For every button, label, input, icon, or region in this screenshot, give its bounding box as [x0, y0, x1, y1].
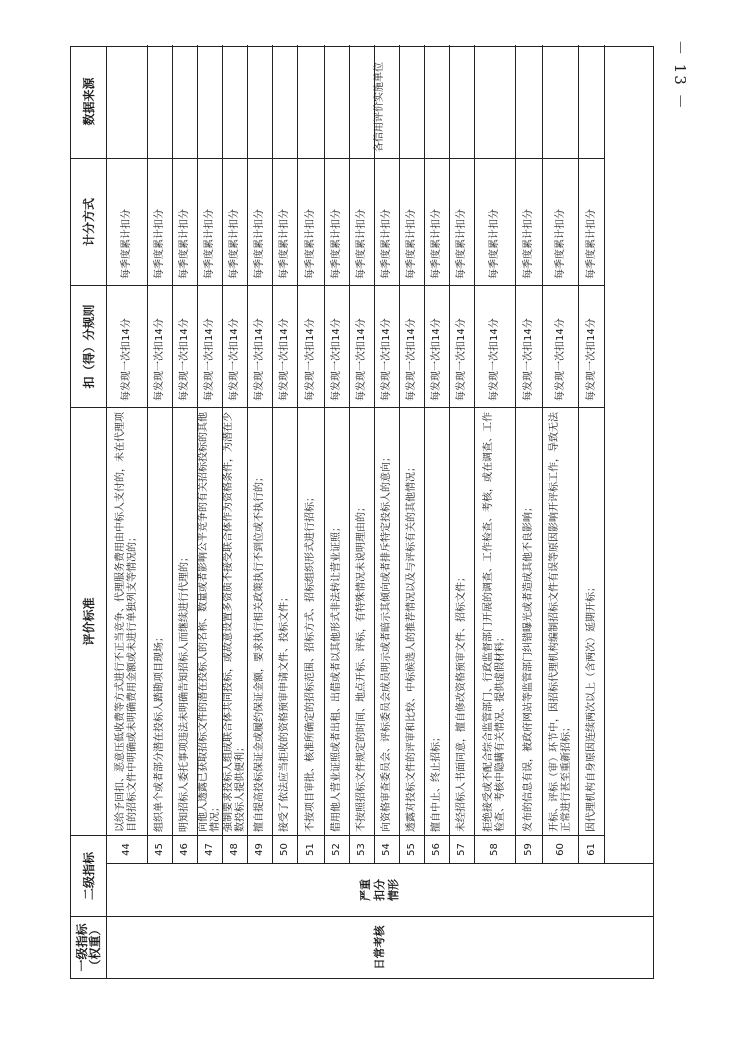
row-number: 54: [375, 835, 399, 863]
row-standard: 借用他人营业证照或者出租、出借或者以其他形式非法转让营业证照；: [325, 407, 349, 835]
row-method: 每季度累计扣分: [325, 158, 349, 285]
table-row: [273, 45, 298, 863]
row-number: 51: [298, 835, 324, 863]
level1-value: 日常考核: [107, 916, 653, 978]
row-method: 每季度累计扣分: [298, 158, 324, 285]
row-rule: 每发现一次扣14分: [543, 285, 578, 407]
row-method: 每季度累计扣分: [425, 158, 449, 285]
row-method: 每季度累计扣分: [450, 158, 474, 285]
row-rule: 每发现一次扣14分: [325, 285, 349, 407]
header-source: 数据来源: [81, 77, 96, 126]
row-rule: 每发现一次扣14分: [107, 285, 147, 407]
row-method: 每季度累计扣分: [198, 158, 222, 285]
level2-value: 严重 扣分 情形: [107, 863, 653, 916]
table-row: [516, 45, 543, 863]
row-number: 55: [400, 835, 424, 863]
row-number: 45: [148, 835, 172, 863]
row-number: 61: [579, 835, 604, 863]
row-number: 49: [248, 835, 272, 863]
row-rule: 每发现一次扣14分: [516, 285, 542, 407]
row-number: 56: [425, 835, 449, 863]
table-row: [543, 45, 579, 863]
table-row: [579, 45, 605, 863]
row-standard: 不按项目审批、核准所确定的招标范围、招标方式、招标组织形式进行招标；: [298, 407, 324, 835]
header-standard: 评价标准: [71, 407, 107, 835]
row-method: 每季度累计扣分: [248, 158, 272, 285]
table-row: [450, 45, 475, 863]
table-row: [248, 45, 273, 863]
row-number: 53: [350, 835, 374, 863]
row-number: 60: [543, 835, 578, 863]
rows-grid: [107, 45, 653, 863]
row-rule: 每发现一次扣14分: [298, 285, 324, 407]
table-body: [107, 47, 653, 978]
table-row: [223, 45, 248, 863]
row-number: 44: [107, 835, 147, 863]
row-rule: 每发现一次扣14分: [248, 285, 272, 407]
row-rule: 每发现一次扣14分: [579, 285, 604, 407]
row-method: 每季度累计扣分: [579, 158, 604, 285]
table-row: [425, 45, 450, 863]
row-rule: 每发现一次扣14分: [375, 285, 399, 407]
row-number: 47: [198, 835, 222, 863]
row-method: 每季度累计扣分: [400, 158, 424, 285]
table-row: [475, 45, 516, 863]
header-rule: 扣（得）分规则: [71, 285, 107, 407]
row-standard: 透露对投标文件的评审和比较、中标候选人的推荐情况以及与评标有关的其他情况；: [400, 407, 424, 835]
row-standard: 以给予回扣、恶意压低收费等方式进行不正当竞争、代理服务费用由中标人支付的，未在代理项目的招标文件中明确或未明确费用金额或未进行单独列支等情况的；: [107, 407, 147, 835]
row-method: 每季度累计扣分: [148, 158, 172, 285]
evaluation-table: [70, 46, 654, 979]
row-rule: 每发现一次扣14分: [475, 285, 515, 407]
row-standard: 因代理机构自身原因连续两次以上（含两次）延期开标；: [579, 407, 604, 835]
row-standard: 组织单个或者部分潜在投标人踏勘项目现场；: [148, 407, 172, 835]
row-rule: 每发现一次扣14分: [425, 285, 449, 407]
row-standard: 强制要求投标人组成联合体共同投标，或故意设置多资质不接受联合体作为资格条件，为潜在少数投标人提供便利；: [223, 407, 247, 835]
header-level2: 二级指标: [71, 835, 107, 916]
row-standard: 接受了依法应当拒收的资格预审申请文件、投标文件；: [273, 407, 297, 835]
table-row: [198, 45, 223, 863]
row-rule: 每发现一次扣14分: [173, 285, 197, 407]
row-rule: 每发现一次扣14分: [273, 285, 297, 407]
row-method: 每季度累计扣分: [223, 158, 247, 285]
row-rule: 每发现一次扣14分: [350, 285, 374, 407]
table-wrapper: [70, 46, 654, 979]
page-number: － 13 －: [671, 40, 689, 111]
table-row: [107, 45, 148, 863]
table-row: [148, 45, 173, 863]
row-method: 每季度累计扣分: [350, 158, 374, 285]
row-method: 每季度累计扣分: [107, 158, 147, 285]
row-rule: 每发现一次扣14分: [450, 285, 474, 407]
row-method: 每季度累计扣分: [543, 158, 578, 285]
row-number: 59: [516, 835, 542, 863]
row-method: 每季度累计扣分: [173, 158, 197, 285]
row-number: 46: [173, 835, 197, 863]
row-number: 48: [223, 835, 247, 863]
table-row: [173, 45, 198, 863]
row-standard: 擅自中止、终止招标；: [425, 407, 449, 835]
row-standard: 擅自提高投标保证金或履约保证金额，要求执行相关政策执行不到位或不执行的；: [248, 407, 272, 835]
row-method: 每季度累计扣分: [516, 158, 542, 285]
row-rule: 每发现一次扣14分: [400, 285, 424, 407]
row-number: 50: [273, 835, 297, 863]
table-row: [375, 45, 400, 863]
row-standard: 向资格审查委员会、评标委员会成员明示或者暗示其倾向或者排斥特定投标人的意向；: [375, 407, 399, 835]
row-standard: 拒绝接受或不配合综合监管部门、行政监督部门开展的调查、工作检查、考核，或在调查、工作检查、考核中隐瞒有关情况、提供虚假材料；: [475, 407, 515, 835]
header-method: 计分方式: [71, 158, 107, 285]
row-method: 每季度累计扣分: [475, 158, 515, 285]
row-standard: 开标、评标（审）环节中，因招标代理机构编制招标文件有误等原因影响开评标工作，导致无法正常进行甚至重新招标；: [543, 407, 578, 835]
row-standard: 向他人透露已获取招标文件的潜在投标人的名称、数量或者影响公平竞争的有关招标投标的其他情况；: [198, 407, 222, 835]
row-number: 57: [450, 835, 474, 863]
row-rule: 每发现一次扣14分: [223, 285, 247, 407]
table-row: [298, 45, 325, 863]
header-level1: 一级指标 （权重）: [71, 916, 107, 978]
row-method: 每季度累计扣分: [375, 158, 399, 285]
row-standard: 明知招标人委托事项违法未明确告知招标人而继续进行代理的；: [173, 407, 197, 835]
table-header: [71, 47, 107, 978]
row-standard: 不按照招标文件规定的时间、地点开标、评标，有特殊情况未说明理由的；: [350, 407, 374, 835]
row-number: 52: [325, 835, 349, 863]
table-row: [400, 45, 425, 863]
row-rule: 每发现一次扣14分: [148, 285, 172, 407]
row-rule: 每发现一次扣14分: [198, 285, 222, 407]
row-number: 58: [475, 835, 515, 863]
table-row: [325, 45, 350, 863]
row-standard: 发布的信息有误，被政府网站等监管部门纠错曝光或者造成其他不良影响；: [516, 407, 542, 835]
source-value: 各信用评价实施单位: [374, 62, 385, 152]
table-row: [350, 45, 375, 863]
row-method: 每季度累计扣分: [273, 158, 297, 285]
row-standard: 未经招标人书面同意，擅自修改资格预审文件、招标文件；: [450, 407, 474, 835]
